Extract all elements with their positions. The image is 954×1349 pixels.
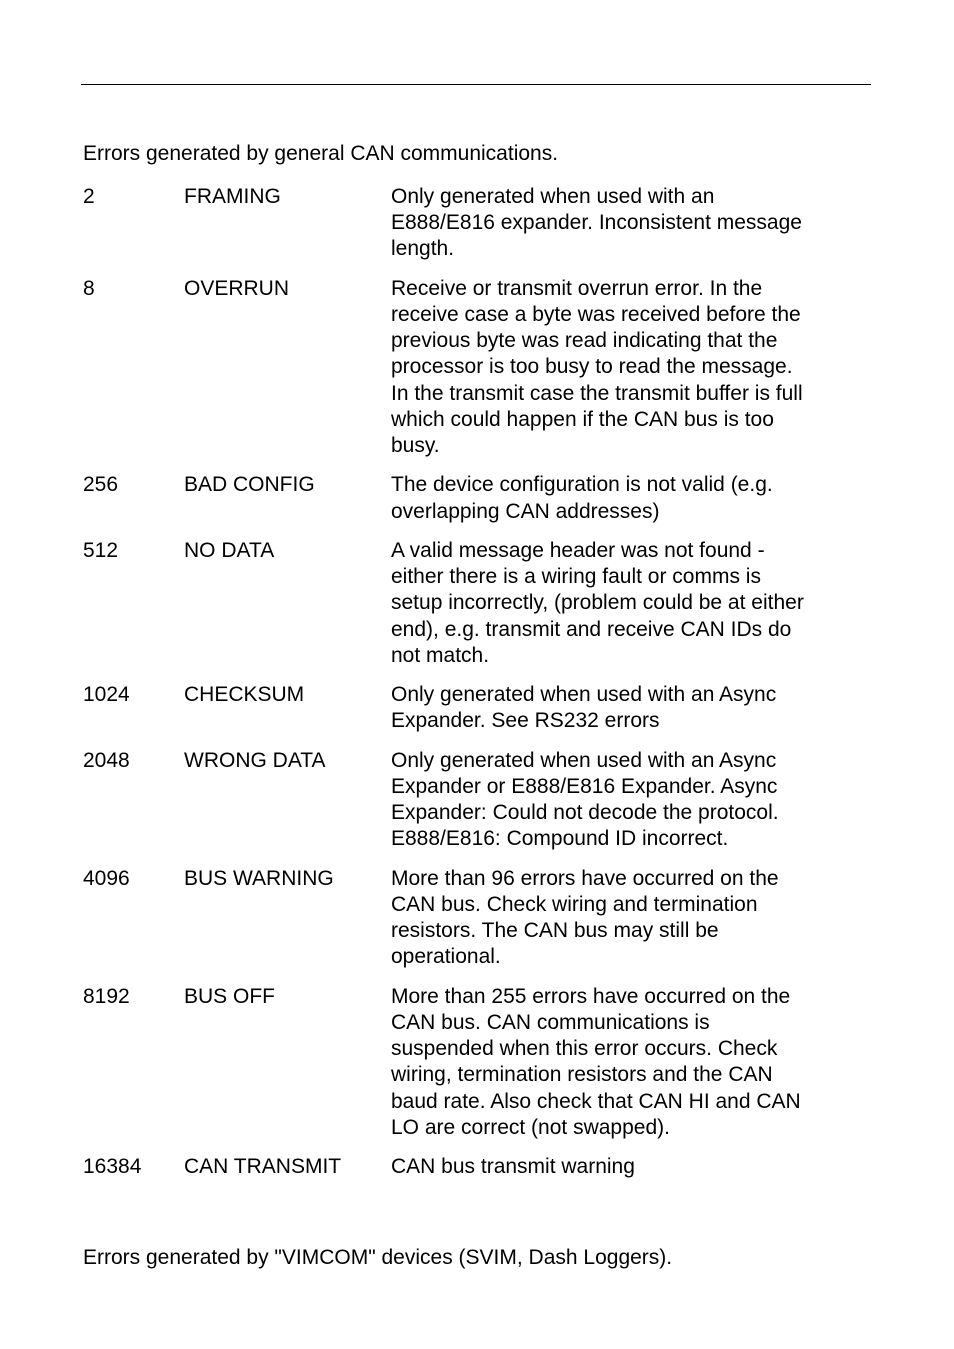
error-name: BUS WARNING (184, 866, 334, 890)
error-description-line: baud rate. Also check that CAN HI and CAN (391, 1089, 801, 1113)
section-intro-can: Errors generated by general CAN communications. (83, 142, 559, 165)
error-description (391, 276, 843, 459)
error-description-line: setup incorrectly, (problem could be at either (391, 591, 804, 615)
error-description-line: receive case a byte was received before the (391, 303, 801, 326)
error-name: NO DATA (184, 539, 275, 562)
error-name: CAN TRANSMIT (184, 1155, 342, 1179)
error-description-line: The device configuration is not valid (e.g. (391, 473, 773, 497)
error-description-line: which could happen if the CAN bus is too (391, 407, 774, 431)
error-description-line: Expander: Could not decode the protocol. (391, 801, 779, 825)
error-description (391, 472, 843, 524)
error-description-line: operational. (391, 945, 501, 969)
error-description-line: Only generated when used with an (391, 185, 715, 208)
section-intro-vimcom: Errors generated by "VIMCOM" devices (SVIM, Dash Loggers). (83, 1246, 673, 1269)
error-row (83, 984, 853, 1141)
error-code: 4096 (83, 866, 130, 890)
error-code: 2048 (83, 748, 130, 772)
error-row (83, 276, 853, 459)
error-description-line: Receive or transmit overrun error. In the (391, 276, 763, 300)
error-description-line: In the transmit case the transmit buffer is full (391, 381, 803, 405)
error-row (83, 748, 853, 853)
error-description (391, 748, 843, 853)
error-description-line: wiring, termination resistors and the CAN (391, 1063, 773, 1087)
error-description (391, 866, 843, 971)
header-rule (81, 84, 871, 85)
error-description (391, 1154, 843, 1180)
error-description-line: More than 255 errors have occurred on the (391, 984, 791, 1008)
error-description-line: More than 96 errors have occurred on the (391, 866, 779, 890)
error-name: FRAMING (184, 185, 281, 208)
error-description (391, 538, 843, 669)
error-description-line: not match. (391, 643, 490, 667)
error-description-line: busy. (391, 434, 440, 458)
error-description-line: overlapping CAN addresses) (391, 499, 660, 523)
error-description-line: Only generated when used with an Async (391, 748, 777, 772)
error-name: WRONG DATA (184, 748, 326, 772)
error-code: 8 (83, 276, 95, 300)
error-description-line: resistors. The CAN bus may still be (391, 919, 719, 943)
error-description-line: Only generated when used with an Async (391, 683, 777, 707)
error-description-line: either there is a wiring fault or comms is (391, 565, 761, 589)
error-code: 1024 (83, 683, 130, 707)
error-description (391, 984, 843, 1141)
error-description-line: suspended when this error occurs. Check (391, 1037, 778, 1061)
error-code-table (83, 184, 853, 1194)
error-code: 8192 (83, 984, 130, 1008)
error-row (83, 538, 853, 669)
error-code: 256 (83, 473, 119, 497)
error-description-line: end), e.g. transmit and receive CAN IDs do (391, 617, 792, 641)
error-name: CHECKSUM (184, 683, 305, 707)
error-description-line: length. (391, 237, 455, 261)
error-row (83, 184, 853, 263)
error-description (391, 682, 843, 734)
error-row (83, 866, 853, 971)
error-description-line: Expander. See RS232 errors (391, 709, 660, 733)
error-description-line: A valid message header was not found - (391, 539, 765, 562)
error-row (83, 472, 853, 524)
error-name: BUS OFF (184, 984, 276, 1008)
error-code: 2 (83, 185, 95, 208)
error-row (83, 1154, 853, 1180)
error-description-line: E888/E816: Compound ID incorrect. (391, 827, 729, 851)
error-description-line: Expander or E888/E816 Expander. Async (391, 775, 778, 798)
error-description (391, 184, 843, 263)
error-code: 512 (83, 539, 119, 562)
error-name: OVERRUN (184, 276, 290, 300)
error-description-line: CAN bus transmit warning (391, 1155, 635, 1179)
error-description-line: E888/E816 expander. Inconsistent message (391, 211, 802, 235)
error-description-line: previous byte was read indicating that the (391, 329, 778, 353)
error-code: 16384 (83, 1155, 142, 1179)
error-description-line: CAN bus. CAN communications is (391, 1011, 710, 1034)
error-description-line: CAN bus. Check wiring and termination (391, 893, 758, 916)
error-description-line: processor is too busy to read the message. (391, 355, 793, 379)
error-name: BAD CONFIG (184, 473, 315, 497)
error-row (83, 682, 853, 734)
error-description-line: LO are correct (not swapped). (391, 1115, 670, 1139)
